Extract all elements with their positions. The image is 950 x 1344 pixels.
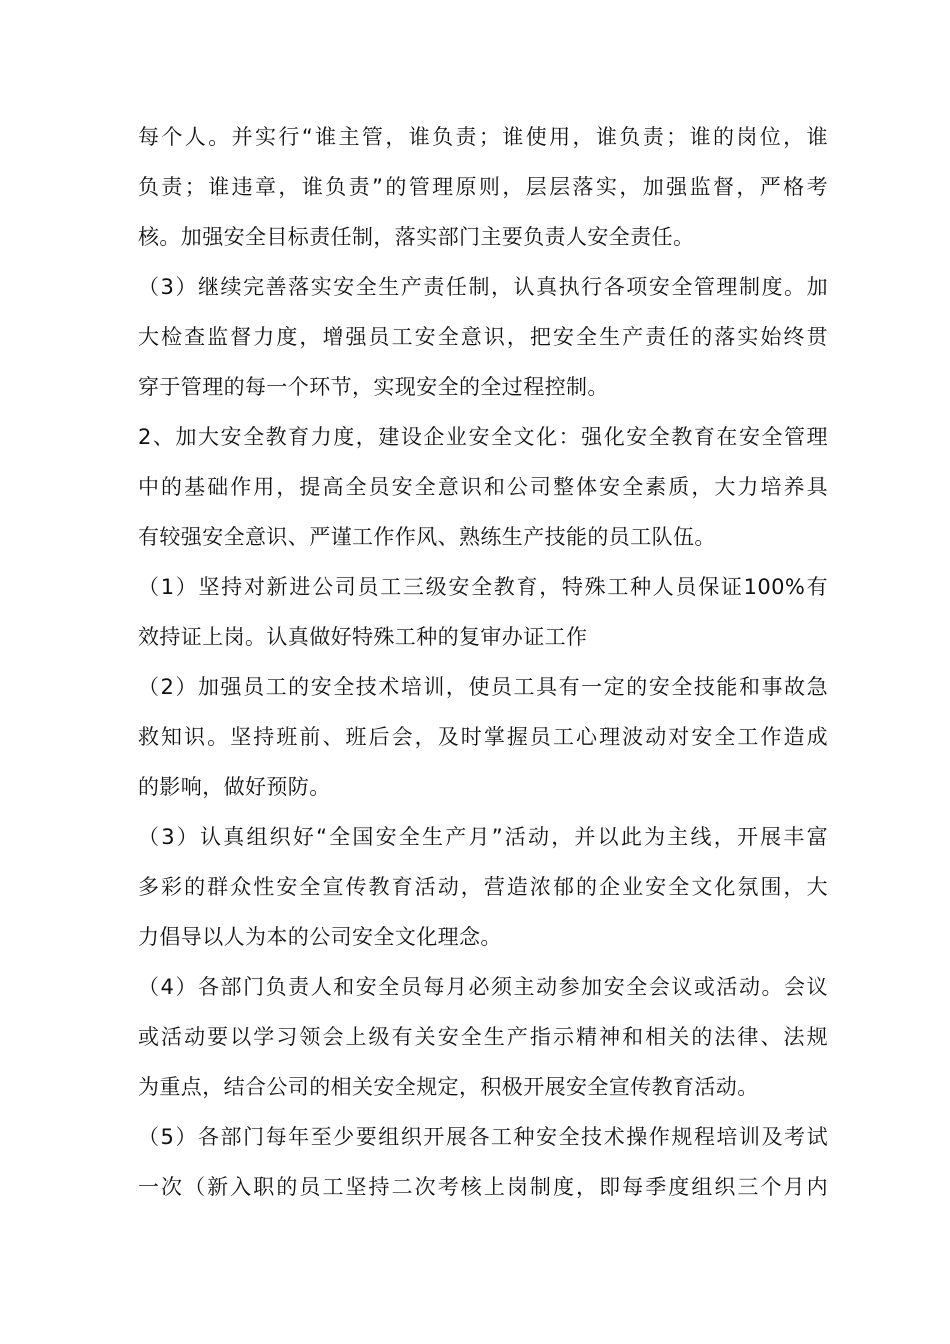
text-line: （2）加强员工的安全技术培训，使员工具有一定的安全技能和事故急 bbox=[138, 675, 828, 699]
text-line: 多彩的群众性安全宣传教育活动，营造浓郁的企业安全文化氛围，大 bbox=[138, 875, 828, 899]
text-line: 的影响，做好预防。 bbox=[138, 775, 331, 799]
text-line: （5）各部门每年至少要组织开展各工种安全技术操作规程培训及考试 bbox=[138, 1125, 828, 1149]
text-line: 2、加大安全教育力度，建设企业安全文化：强化安全教育在安全管理 bbox=[138, 425, 828, 449]
text-line: 一次（新入职的员工坚持二次考核上岗制度，即每季度组织三个月内 bbox=[138, 1175, 828, 1199]
text-line: 核。加强安全目标责任制，落实部门主要负责人安全责任。 bbox=[138, 225, 695, 249]
text-line: 每个人。并实行“谁主管，谁负责；谁使用，谁负责；谁的岗位，谁 bbox=[138, 125, 828, 149]
text-line: 效持证上岗。认真做好特殊工种的复审办证工作 bbox=[138, 625, 588, 649]
text-line: 力倡导以人为本的公司安全文化理念。 bbox=[138, 925, 502, 949]
text-line: （3）认真组织好“全国安全生产月”活动，并以此为主线，开展丰富 bbox=[138, 825, 828, 849]
text-line: （4）各部门负责人和安全员每月必须主动参加安全会议或活动。会议 bbox=[138, 975, 828, 999]
text-line: 大检查监督力度，增强员工安全意识，把安全生产责任的落实始终贯 bbox=[138, 325, 828, 349]
text-line: （3）继续完善落实安全生产责任制，认真执行各项安全管理制度。加 bbox=[138, 275, 828, 299]
text-line: 穿于管理的每一个环节，实现安全的全过程控制。 bbox=[138, 375, 609, 399]
text-line: 中的基础作用，提高全员安全意识和公司整体安全素质，大力培养具 bbox=[138, 475, 828, 499]
text-line: 救知识。坚持班前、班后会，及时掌握员工心理波动对安全工作造成 bbox=[138, 725, 828, 749]
text-line: 或活动要以学习领会上级有关安全生产指示精神和相关的法律、法规 bbox=[138, 1025, 828, 1049]
document-body bbox=[138, 112, 828, 1212]
text-line: （1）坚持对新进公司员工三级安全教育，特殊工种人员保证100%有 bbox=[138, 575, 828, 599]
text-line: 负责；谁违章，谁负责”的管理原则，层层落实，加强监督，严格考 bbox=[138, 175, 828, 199]
text-line: 有较强安全意识、严谨工作作风、熟练生产技能的员工队伍。 bbox=[138, 525, 716, 549]
text-line: 为重点，结合公司的相关安全规定，积极开展安全宣传教育活动。 bbox=[138, 1075, 759, 1099]
